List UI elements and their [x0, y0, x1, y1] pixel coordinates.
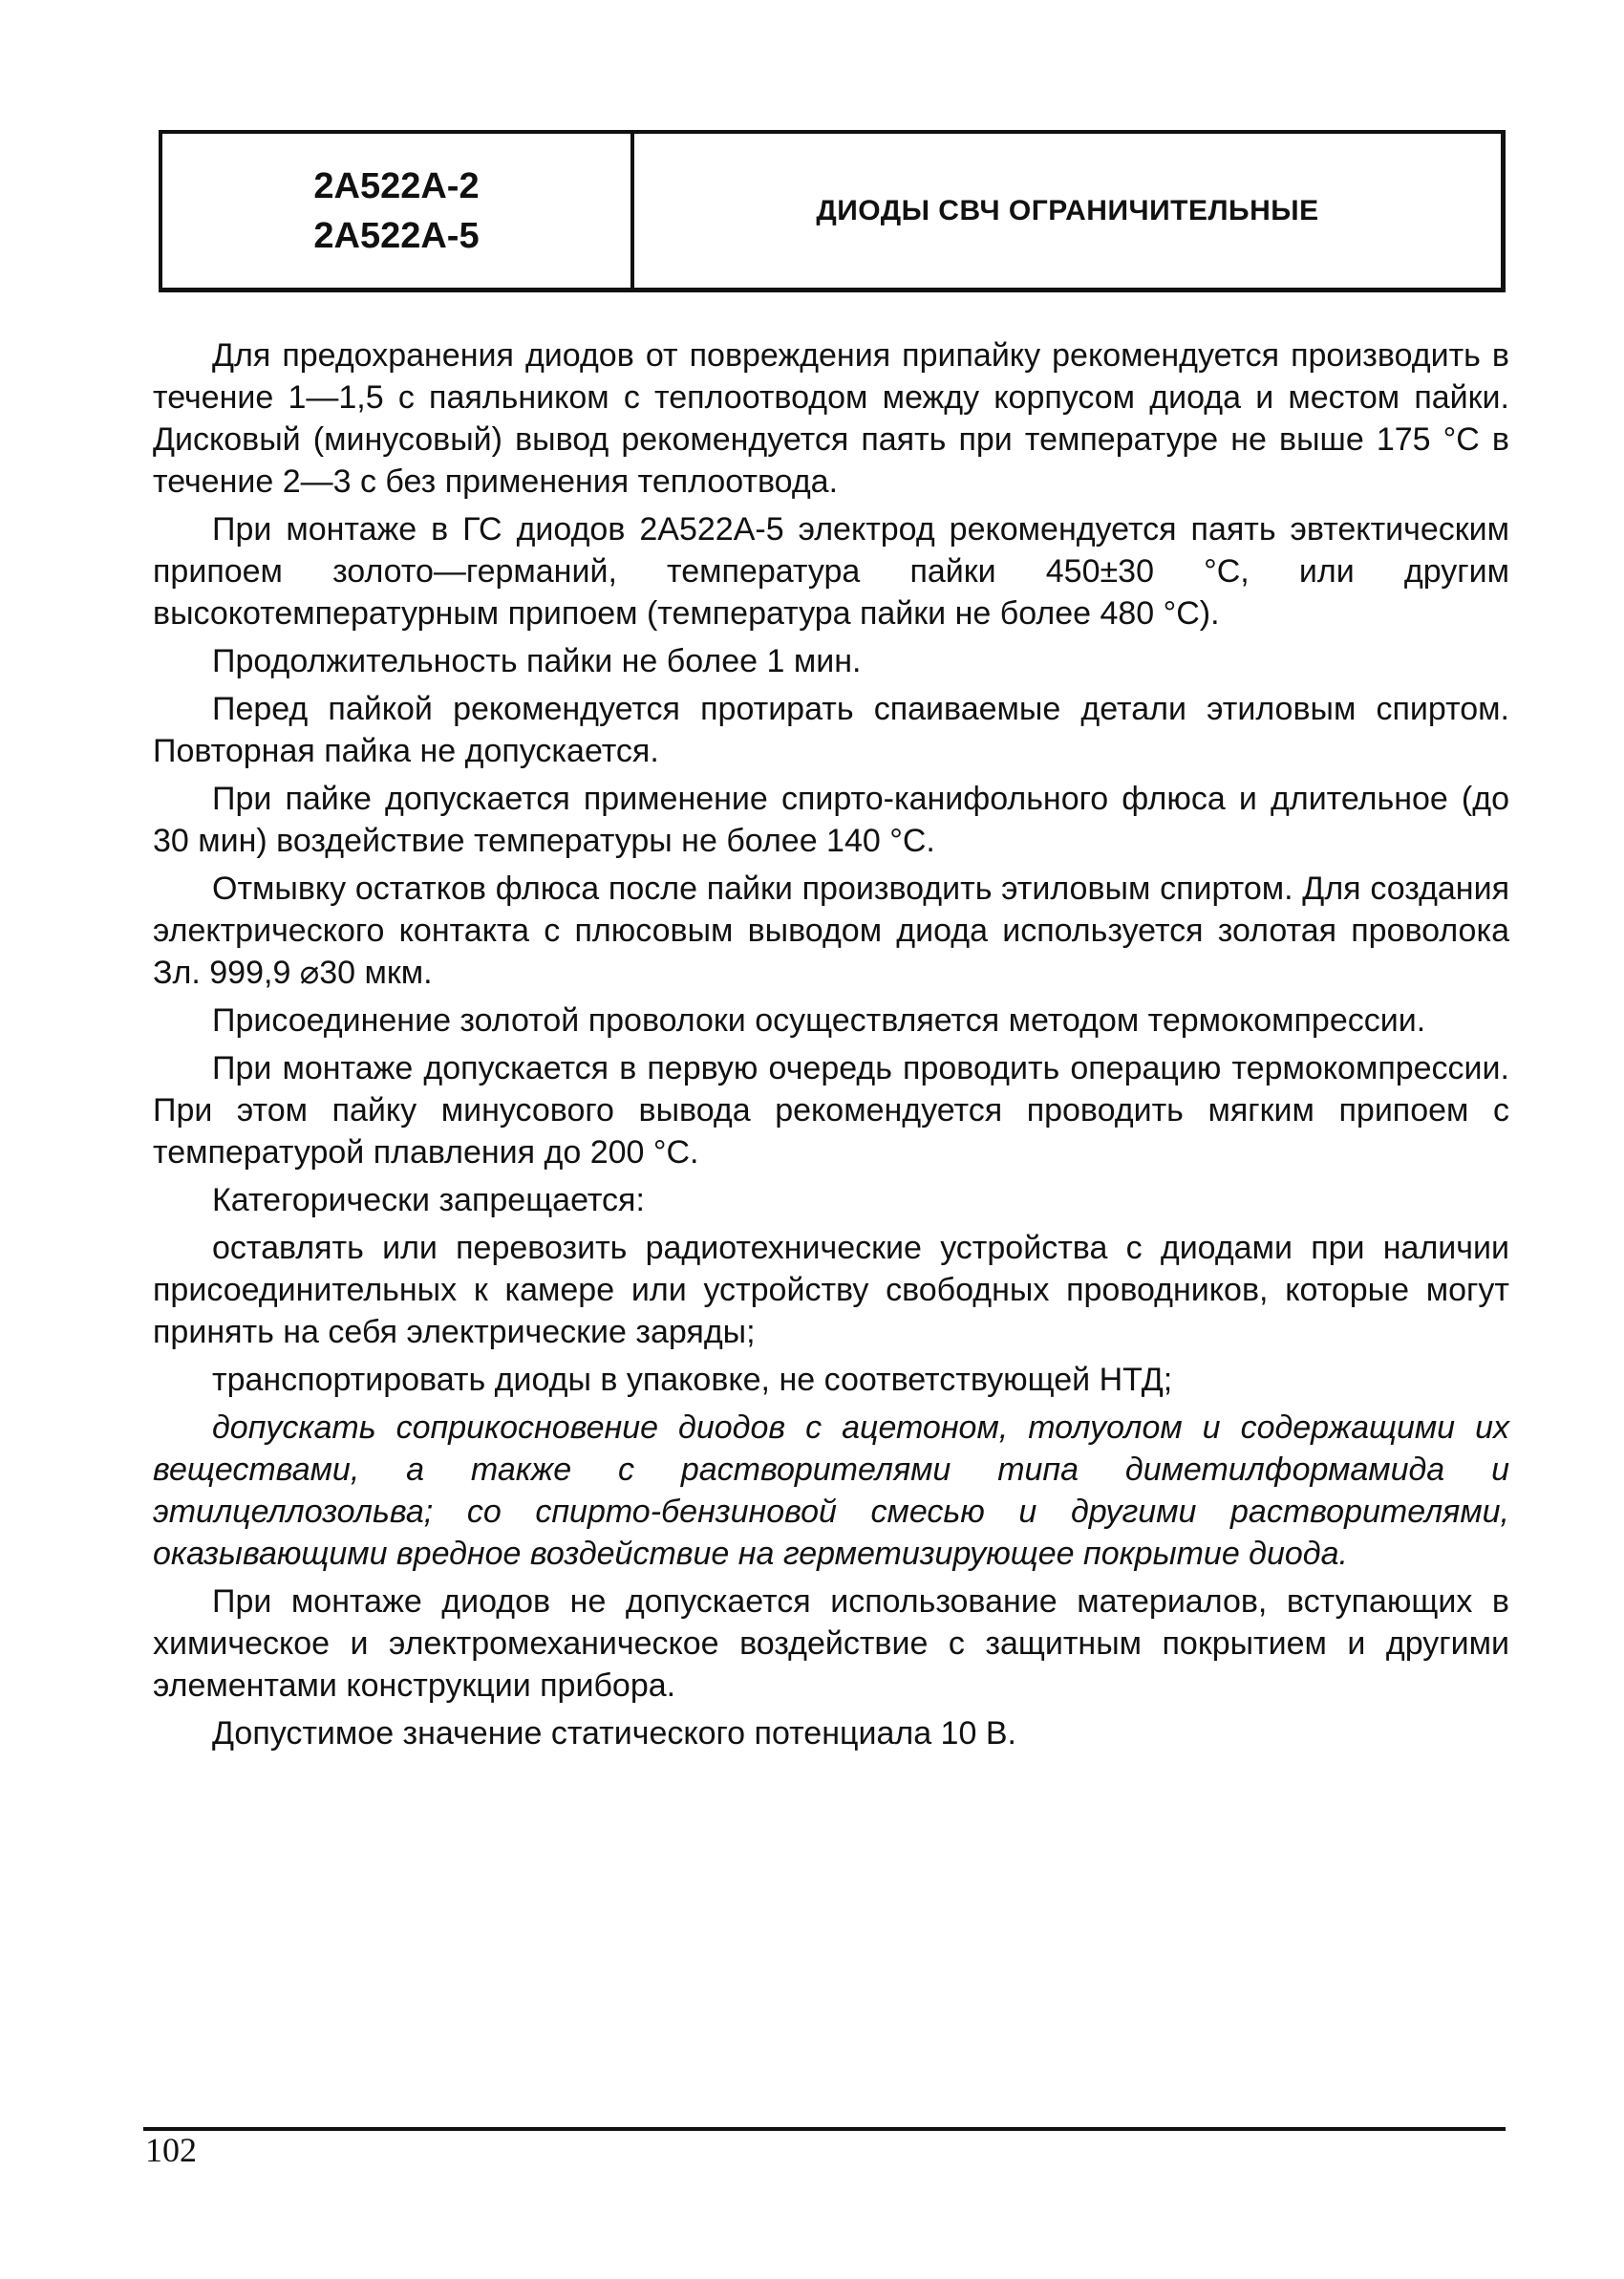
paragraph: Продолжительность пайки не более 1 мин. [212, 643, 862, 679]
paragraph: Допустимое значение статического потенциала 10 В. [212, 1715, 1016, 1752]
paragraph: При монтаже допускается в первую очередь проводить операцию термокомпрессии. При этом пайку минусового вывода рекомендуется проводить мягким припоем с температурой плавления до 200 °С. [153, 1050, 1509, 1171]
paragraph: При монтаже в ГС диодов 2А522А-5 электрод рекомендуется паять эвтектическим припоем золото—германий, температура пайки 450±30 °С, или другим высокотемпературным припоем (температура пайки не более 480 °С). [153, 511, 1509, 632]
prohibition-item: допускать соприкосновение диодов с ацетоном, толуолом и содержащими их веществами, а также с растворителями типа диметилформамида и этилцеллозольва; со спирто-бензиновой смесью и другими растворителями, оказывающими вредное воздействие на герметизирующее покрытие диода. [153, 1409, 1509, 1572]
section-title [634, 134, 1501, 288]
paragraph: При пайке допускается применение спирто-канифольного флюса и длительное (до 30 мин) воздействие температуры не более 140 °С. [153, 781, 1509, 859]
model-numbers [162, 134, 634, 288]
paragraph: При монтаже диодов не допускается использование материалов, вступающих в химическое и электромеханическое воздействие с защитным покрытием и другими элементами конструкции прибора. [153, 1583, 1509, 1704]
prohibition-item: транспортировать диоды в упаковке, не соответствующей НТД; [212, 1362, 1173, 1398]
model-number-2: 2А522А-5 [313, 215, 480, 256]
section-title-text: ДИОДЫ СВЧ ОГРАНИЧИТЕЛЬНЫЕ [816, 194, 1319, 226]
page-number: 102 [145, 2131, 197, 2169]
body-text [153, 334, 1509, 1760]
header-box [159, 130, 1506, 292]
model-number-1: 2А522А-2 [313, 165, 480, 206]
paragraph: Присоединение золотой проволоки осуществляется методом термокомпрессии. [212, 1002, 1426, 1039]
paragraph: Для предохранения диодов от повреждения припайку рекомендуется производить в течение 1—1,5 с паяльником с теплоотводом между корпусом диода и местом пайки. Дисковый (минусовый) вывод рекомендуется паять при температуре не выше 175 °С в течение 2—3 с без применения теплоотвода. [153, 337, 1509, 500]
paragraph: Категорически запрещается: [212, 1182, 645, 1218]
prohibition-item: оставлять или перевозить радиотехнические устройства с диодами при наличии присоединительных к камере или устройству свободных проводников, которые могут принять на себя электрические заряды; [153, 1230, 1509, 1350]
paragraph: Перед пайкой рекомендуется протирать спаиваемые детали этиловым спиртом. Повторная пайка не допускается. [153, 691, 1509, 769]
paragraph: Отмывку остатков флюса после пайки производить этиловым спиртом. Для создания электрического контакта с плюсовым выводом диода используется золотая проволока Зл. 999,9 ⌀30 мкм. [153, 871, 1509, 991]
footer-rule [143, 2127, 1506, 2131]
